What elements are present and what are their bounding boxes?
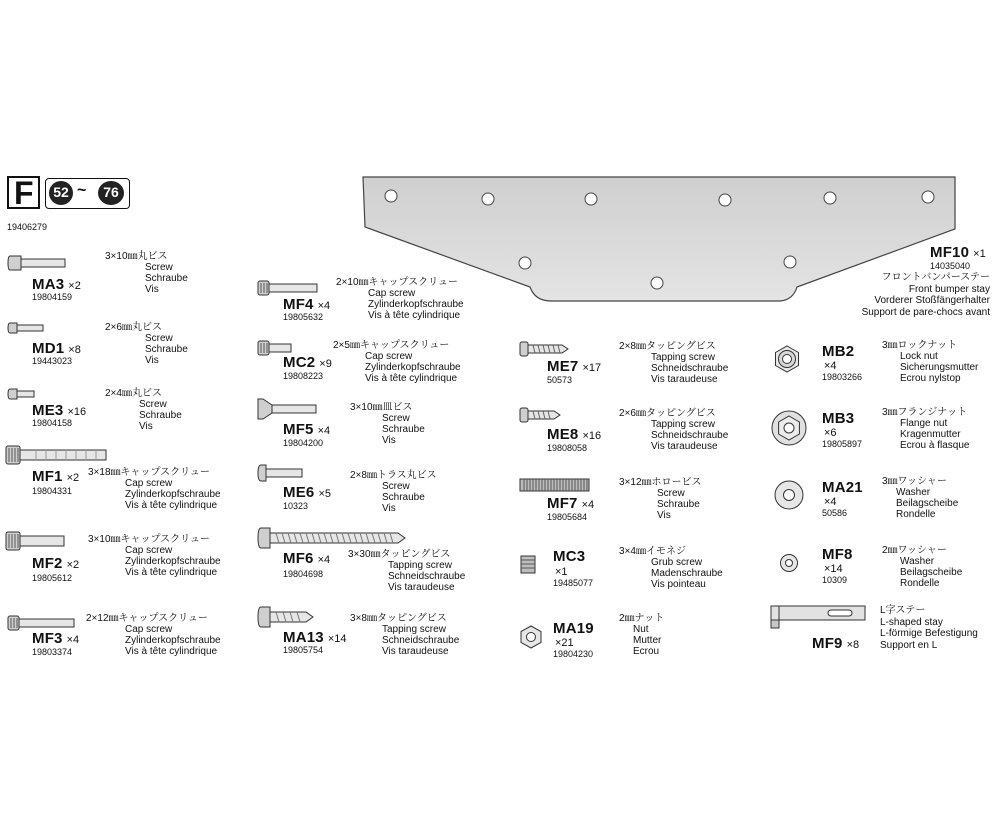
name-fr: Vis taraudeuse xyxy=(651,441,718,452)
name-jp: 2㎜ナット xyxy=(619,613,665,624)
part-code: ME6 xyxy=(283,484,315,501)
part-qty: ×8 xyxy=(68,344,81,356)
mf4-part-number: 19805632 xyxy=(283,312,324,322)
name-de: Sicherungsmutter xyxy=(900,362,979,373)
part-qty: ×2 xyxy=(66,472,80,484)
name-en: L-shaped stay xyxy=(880,616,943,628)
mb2-description xyxy=(882,340,978,384)
part-qty: ×4 xyxy=(581,499,595,511)
mb3-description xyxy=(882,407,970,451)
pan-head-screw-2x6-icon xyxy=(8,321,48,335)
part-code: MA3 xyxy=(32,276,65,293)
part-code: MF10 xyxy=(930,244,970,261)
tapping-screw-3x8-icon xyxy=(258,606,318,628)
flange-nut-3mm-icon xyxy=(771,410,807,446)
name-jp: 2×8㎜トラス丸ビス xyxy=(350,470,437,481)
name-jp: 3㎜ワッシャー xyxy=(882,476,947,487)
name-en: Grub screw xyxy=(651,557,703,568)
name-en: Screw xyxy=(145,333,173,344)
name-de: Schneidschraube xyxy=(382,635,460,646)
me7-description xyxy=(619,341,728,385)
me6-part-number: 10323 xyxy=(283,501,309,511)
name-en: Screw xyxy=(382,481,410,492)
mb2-label xyxy=(822,343,854,361)
mf9-description xyxy=(880,605,978,651)
name-en: Front bumper stay xyxy=(908,283,990,295)
countersunk-screw-3x10-icon xyxy=(258,398,320,420)
bag-number: 19406279 xyxy=(7,222,48,232)
ma3-part-number: 19804159 xyxy=(32,292,73,302)
md1-part-number: 19443023 xyxy=(32,356,73,366)
part-code: MD1 xyxy=(32,340,65,357)
name-en: Screw xyxy=(382,413,410,424)
step-to: 76 xyxy=(103,184,119,200)
part-qty: ×8 xyxy=(846,639,860,651)
nut-2mm-icon xyxy=(519,625,543,649)
l-shaped-stay-icon xyxy=(770,604,870,630)
name-de: Schraube xyxy=(657,499,700,510)
name-jp: 2×12㎜キャップスクリュー xyxy=(86,613,208,624)
mf2-part-number: 19805612 xyxy=(32,573,73,583)
hollow-screw-3x12-icon xyxy=(520,477,592,493)
name-en: Screw xyxy=(145,262,173,273)
mf6-description xyxy=(348,549,465,593)
part-code: MF4 xyxy=(283,296,314,313)
mf9-label xyxy=(812,635,859,653)
pan-head-screw-2x4-icon xyxy=(8,387,38,401)
part-code: MF7 xyxy=(547,495,578,512)
name-de: Schneidschraube xyxy=(651,430,729,441)
part-code: MB2 xyxy=(822,343,855,360)
mf8-qty: ×14 xyxy=(824,563,843,575)
tapping-screw-3x30-icon xyxy=(258,527,408,549)
ma19-label xyxy=(553,620,594,638)
name-fr: Vis xyxy=(382,503,396,514)
name-jp: 2×4㎜丸ビス xyxy=(105,388,162,399)
part-qty: ×16 xyxy=(67,406,87,418)
cap-screw-2x12-icon xyxy=(8,615,78,631)
name-en: Washer xyxy=(896,487,931,498)
name-jp: 3×8㎜タッピングビス xyxy=(350,613,447,624)
ma21-part-number: 50586 xyxy=(822,508,848,518)
mf8-label xyxy=(822,546,853,564)
name-jp: 2×8㎜タッピングビス xyxy=(619,341,716,352)
name-jp: 2㎜ワッシャー xyxy=(882,545,947,556)
part-qty: ×16 xyxy=(582,430,602,442)
part-code: ME3 xyxy=(32,402,64,419)
mf3-description xyxy=(86,613,221,657)
ma19-description xyxy=(619,613,664,657)
mf10-label xyxy=(930,244,986,262)
washer-2mm-icon xyxy=(779,553,799,573)
part-code: MF1 xyxy=(32,468,63,485)
mf7-label xyxy=(547,495,594,513)
step-range-badge xyxy=(45,178,130,209)
name-jp: 3×30㎜タッピングビス xyxy=(348,549,451,560)
name-fr: Vis xyxy=(139,421,153,432)
part-qty: ×4 xyxy=(317,425,331,437)
name-jp: 3×12㎜ホロービス xyxy=(619,477,702,488)
name-fr: Rondelle xyxy=(896,509,936,520)
tapping-screw-2x6-icon xyxy=(520,407,564,423)
name-de: Vorderer Stoßfängerhalter xyxy=(874,295,990,306)
mc2-description xyxy=(333,340,461,384)
me7-label xyxy=(547,358,601,376)
part-code: ME7 xyxy=(547,358,579,375)
name-en: Cap screw xyxy=(125,624,173,635)
name-en: Tapping screw xyxy=(651,352,715,363)
mf3-part-number: 19803374 xyxy=(32,647,73,657)
name-fr: Ecrou nylstop xyxy=(900,373,961,384)
name-fr: Vis xyxy=(382,435,396,446)
name-fr: Ecrou xyxy=(633,646,660,657)
mc3-part-number: 19485077 xyxy=(553,578,594,588)
ma13-part-number: 19805754 xyxy=(283,645,324,655)
name-jp: 3×10㎜キャップスクリュー xyxy=(88,534,210,545)
name-de: Madenschraube xyxy=(651,568,723,579)
part-code: MF2 xyxy=(32,555,63,572)
cap-screw-3x18-icon xyxy=(6,444,110,466)
mf6-label xyxy=(283,550,330,568)
name-fr: Ecrou à flasque xyxy=(900,440,970,451)
name-jp: 2×6㎜タッピングビス xyxy=(619,408,716,419)
part-qty: ×14 xyxy=(327,633,347,645)
bag-letter: F xyxy=(14,175,34,211)
name-jp: 2×6㎜丸ビス xyxy=(105,322,162,333)
mf2-label xyxy=(32,555,79,573)
name-jp: L字ステー xyxy=(880,605,926,616)
name-fr: Vis à tête cylindrique xyxy=(368,310,461,321)
part-qty: ×9 xyxy=(319,358,332,370)
mf3-label xyxy=(32,630,79,648)
mc3-label xyxy=(553,548,585,566)
part-code: MB3 xyxy=(822,410,855,427)
name-en: Cap screw xyxy=(365,351,413,362)
name-de: Schraube xyxy=(145,344,188,355)
mf5-label xyxy=(283,421,330,439)
mf7-part-number: 19805684 xyxy=(547,512,588,522)
part-code: MF8 xyxy=(822,546,853,563)
part-qty: ×5 xyxy=(318,488,331,500)
part-code: MF3 xyxy=(32,630,63,647)
name-de: Schraube xyxy=(382,492,425,503)
name-fr: Vis xyxy=(657,510,671,521)
part-code: ME8 xyxy=(547,426,579,443)
name-en: Tapping screw xyxy=(382,624,446,635)
name-en: Flange nut xyxy=(900,418,948,429)
part-qty: ×2 xyxy=(68,280,81,292)
mf5-part-number: 19804200 xyxy=(283,438,324,448)
mf10-description xyxy=(862,272,990,318)
name-fr: Rondelle xyxy=(900,578,940,589)
mf10-part-number: 14035040 xyxy=(930,261,971,271)
name-de: Zylinderkopfschraube xyxy=(125,489,221,500)
mf1-part-number: 19804331 xyxy=(32,486,73,496)
tapping-screw-2x8-icon xyxy=(520,341,572,357)
mc3-description xyxy=(619,546,723,590)
truss-head-screw-2x8-icon xyxy=(258,464,306,482)
cap-screw-2x10-icon xyxy=(258,280,322,296)
name-en: Cap screw xyxy=(368,288,416,299)
name-en: Cap screw xyxy=(125,545,173,556)
me3-part-number: 19804158 xyxy=(32,418,73,428)
name-jp: 3×10㎜皿ビス xyxy=(350,402,413,413)
name-fr: Vis taraudeuse xyxy=(388,582,455,593)
mf1-description xyxy=(88,467,221,511)
grub-screw-3x4-icon xyxy=(520,555,538,575)
part-code: MF5 xyxy=(283,421,314,438)
name-de: Kragenmutter xyxy=(900,429,961,440)
name-jp: 3×4㎜イモネジ xyxy=(619,546,686,557)
part-qty: ×2 xyxy=(66,559,80,571)
mc2-part-number: 19808223 xyxy=(283,371,324,381)
me3-description xyxy=(105,388,182,432)
mf5-description xyxy=(350,402,425,446)
name-jp: 2×5㎜キャップスクリュー xyxy=(333,340,450,351)
mf2-description xyxy=(88,534,221,578)
name-jp: フロントバンパーステー xyxy=(881,272,990,283)
name-en: Tapping screw xyxy=(388,560,452,571)
part-qty: ×4 xyxy=(317,300,331,312)
part-code: MA21 xyxy=(822,479,863,496)
ma13-description xyxy=(350,613,459,657)
name-de: Mutter xyxy=(633,635,662,646)
mb2-part-number: 19803266 xyxy=(822,372,863,382)
part-qty: ×4 xyxy=(317,554,331,566)
step-separator: ~ xyxy=(77,182,87,199)
name-de: Beilagscheibe xyxy=(900,567,963,578)
part-code: MA13 xyxy=(283,629,324,646)
lock-nut-3mm-icon xyxy=(773,345,801,373)
name-jp: 3㎜フランジナット xyxy=(882,407,968,418)
name-jp: 2×10㎜キャップスクリュー xyxy=(336,277,458,288)
mc3-qty: ×1 xyxy=(555,566,568,578)
name-de: Schraube xyxy=(139,410,182,421)
mc2-label xyxy=(283,354,332,372)
mb2-qty: ×4 xyxy=(824,360,837,372)
name-de: Schraube xyxy=(145,273,188,284)
md1-description xyxy=(105,322,188,366)
name-fr: Vis taraudeuse xyxy=(382,646,449,657)
me6-label xyxy=(283,484,331,502)
mf8-description xyxy=(882,545,962,589)
name-fr: Vis à tête cylindrique xyxy=(125,567,218,578)
mb3-part-number: 19805897 xyxy=(822,439,863,449)
name-en: Nut xyxy=(633,624,649,635)
name-en: Lock nut xyxy=(900,351,938,362)
me6-description xyxy=(350,470,437,514)
name-de: Zylinderkopfschraube xyxy=(125,635,221,646)
mb3-label xyxy=(822,410,854,428)
name-en: Cap screw xyxy=(125,478,173,489)
ma21-qty: ×4 xyxy=(824,496,837,508)
step-from: 52 xyxy=(53,184,69,200)
name-en: Screw xyxy=(657,488,685,499)
name-en: Tapping screw xyxy=(651,419,715,430)
name-de: Schneidschraube xyxy=(651,363,729,374)
name-jp: 3×10㎜丸ビス xyxy=(105,251,168,262)
ma3-description xyxy=(105,251,188,295)
name-jp: 3㎜ロックナット xyxy=(882,340,958,351)
name-fr: Support de pare-chocs avant xyxy=(861,306,990,318)
name-fr: Vis pointeau xyxy=(651,579,706,590)
part-code: MF9 xyxy=(812,635,843,652)
part-qty: ×1 xyxy=(973,248,986,260)
mf1-label xyxy=(32,468,79,486)
mb3-qty: ×6 xyxy=(824,427,837,439)
name-de: Zylinderkopfschraube xyxy=(368,299,464,310)
part-code: MC3 xyxy=(553,548,586,565)
me8-description xyxy=(619,408,728,452)
name-de: L-förmige Befestigung xyxy=(880,628,978,639)
part-code: MA19 xyxy=(553,620,594,637)
washer-3mm-icon xyxy=(773,479,805,511)
name-jp: 3×18㎜キャップスクリュー xyxy=(88,467,210,478)
ma21-label xyxy=(822,479,863,497)
name-fr: Vis à tête cylindrique xyxy=(125,646,218,657)
name-de: Beilagscheibe xyxy=(896,498,959,509)
name-de: Zylinderkopfschraube xyxy=(125,556,221,567)
name-fr: Vis xyxy=(145,284,159,295)
bag-letter-box xyxy=(7,176,40,209)
ma21-description xyxy=(882,476,958,520)
part-qty: ×4 xyxy=(66,634,80,646)
me8-label xyxy=(547,426,601,444)
mf8-part-number: 10309 xyxy=(822,575,848,585)
part-code: MC2 xyxy=(283,354,316,371)
name-fr: Vis xyxy=(145,355,159,366)
name-fr: Vis à tête cylindrique xyxy=(125,500,218,511)
mf4-description xyxy=(336,277,464,321)
name-de: Schraube xyxy=(382,424,425,435)
name-en: Screw xyxy=(139,399,167,410)
name-de: Schneidschraube xyxy=(388,571,466,582)
name-fr: Vis taraudeuse xyxy=(651,374,718,385)
part-qty: ×17 xyxy=(582,362,602,374)
cap-screw-3x10-icon xyxy=(6,531,68,551)
name-en: Washer xyxy=(900,556,935,567)
ma19-part-number: 19804230 xyxy=(553,649,594,659)
ma19-qty: ×21 xyxy=(555,637,574,649)
mf6-part-number: 19804698 xyxy=(283,569,324,579)
name-de: Zylinderkopfschraube xyxy=(365,362,461,373)
name-fr: Vis à tête cylindrique xyxy=(365,373,458,384)
me7-part-number: 50573 xyxy=(547,375,573,385)
mf7-description xyxy=(619,477,702,521)
pan-head-screw-3x10-icon xyxy=(8,253,68,273)
me8-part-number: 19808058 xyxy=(547,443,588,453)
part-code: MF6 xyxy=(283,550,314,567)
name-fr: Support en L xyxy=(880,639,938,651)
